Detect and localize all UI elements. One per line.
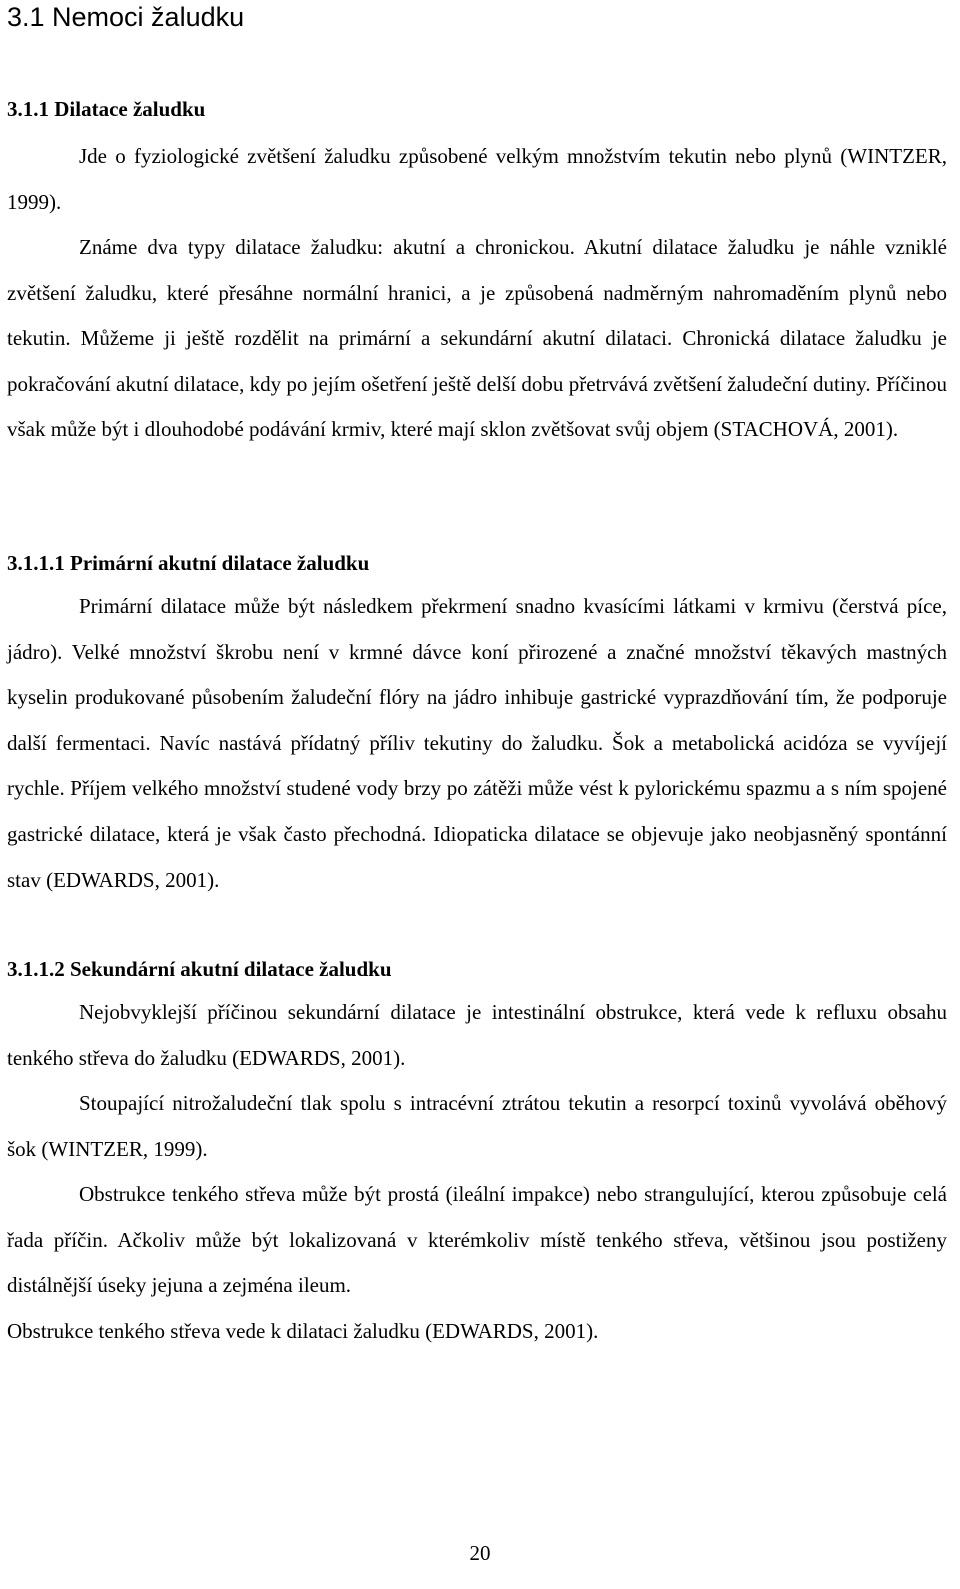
paragraph: Jde o fyziologické zvětšení žaludku způsobené velkým množstvím tekutin nebo plynů (WINTZER, 1999).	[7, 144, 947, 214]
paragraph: Obstrukce tenkého střeva vede k dilataci žaludku (EDWARDS, 2001).	[7, 1319, 599, 1343]
section-heading: 3.1.1 Dilatace žaludku	[7, 97, 206, 121]
page-number: 20	[469, 1541, 491, 1565]
paragraph: Obstrukce tenkého střeva může být prostá (ileální impakce) nebo strangulující, kterou způsobuje celá řada příčin. Ačkoliv může být lokalizovaná v kterémkoliv místě tenkého střeva, většinou jsou postiženy distálnější úseky jejuna a zejména ileum.	[7, 1182, 947, 1298]
subsection-heading: 3.1.1.2 Sekundární akutní dilatace žaludku	[7, 957, 392, 981]
paragraph: Stoupající nitrožaludeční tlak spolu s intracévní ztrátou tekutin a resorpcí toxinů vyvolává oběhový šok (WINTZER, 1999).	[7, 1091, 947, 1161]
chapter-title: 3.1 Nemoci žaludku	[7, 2, 245, 32]
paragraph: Nejobvyklejší příčinou sekundární dilatace je intestinální obstrukce, která vede k refluxu obsahu tenkého střeva do žaludku (EDWARDS, 2001).	[7, 1000, 947, 1070]
subsection-heading: 3.1.1.1 Primární akutní dilatace žaludku	[7, 551, 370, 575]
paragraph: Známe dva typy dilatace žaludku: akutní a chronickou. Akutní dilatace žaludku je náhle vzniklé zvětšení žaludku, které přesáhne normální hranici, a je způsobená nadměrným nahromaděním plynů nebo tekutin. Můžeme ji ještě rozdělit na primární a sekundární akutní dilataci. Chronická dilatace žaludku je pokračování akutní dilatace, kdy po jejím ošetření ještě delší dobu přetrvává zvětšení žaludeční dutiny. Příčinou však může být i dlouhodobé podávání krmiv, které mají sklon zvětšovat svůj objem (STACHOVÁ, 2001).	[7, 235, 947, 442]
paragraph: Primární dilatace může být následkem překrmení snadno kvasícími látkami v krmivu (čerstvá píce, jádro). Velké množství škrobu není v krmné dávce koní přirozené a značné množství těkavých mastných kyselin produkované působením žaludeční flóry na jádro inhibuje gastrické vyprazdňování tím, že podporuje další fermentaci. Navíc nastává přídatný příliv tekutiny do žaludku. Šok a metabolická acidóza se vyvíjejí rychle. Příjem velkého množství studené vody brzy po zátěži může vést k pylorickému spazmu a s ním spojené gastrické dilatace, která je však často přechodná. Idiopaticka dilatace se objevuje jako neobjasněný spontánní stav (EDWARDS, 2001).	[7, 594, 947, 892]
